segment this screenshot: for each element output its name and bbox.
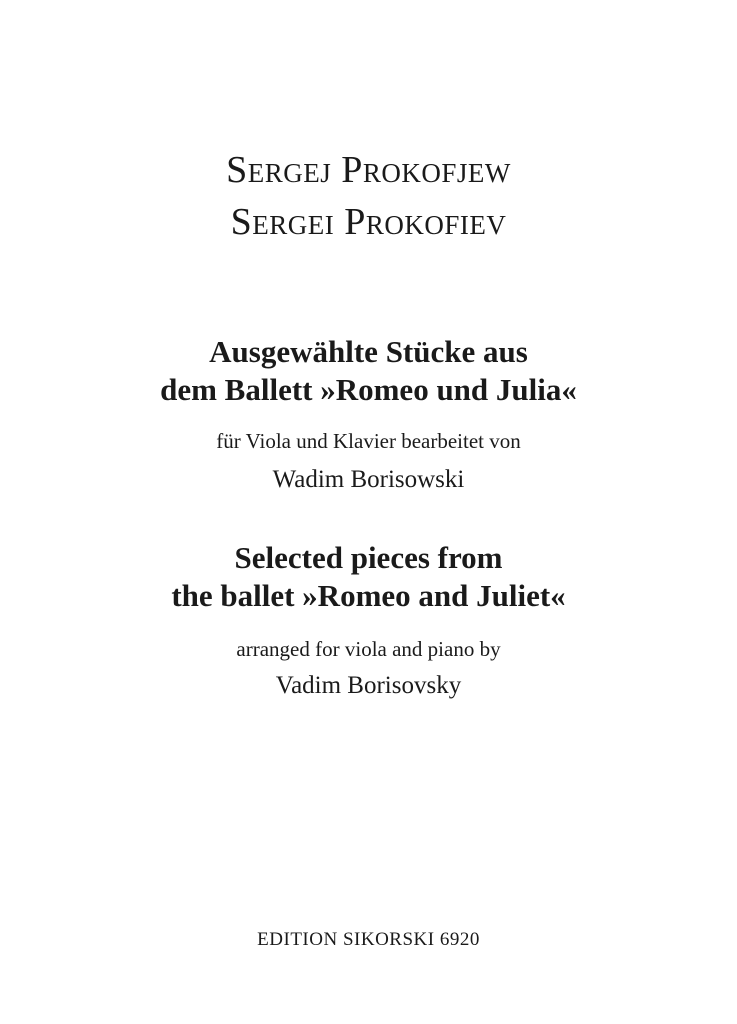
german-subtitle: für Viola und Klavier bearbeitet von — [216, 429, 521, 453]
publisher-imprint: EDITION SIKORSKI 6920 — [257, 929, 480, 950]
german-arranger: Wadim Borisowski — [272, 466, 465, 493]
english-subtitle: arranged for viola and piano by — [236, 637, 501, 661]
composer-name-english: Sergei Prokofiev — [230, 201, 507, 243]
english-title-line2: the ballet »Romeo and Juliet« — [171, 578, 566, 613]
german-title-line2: dem Ballett »Romeo und Julia« — [160, 372, 577, 407]
english-arranger: Vadim Borisovsky — [275, 672, 462, 699]
composer-name-german: Sergej Prokofjew — [226, 149, 511, 191]
german-title-line1: Ausgewählte Stücke aus — [209, 334, 528, 369]
english-title-line1: Selected pieces from — [234, 540, 503, 575]
